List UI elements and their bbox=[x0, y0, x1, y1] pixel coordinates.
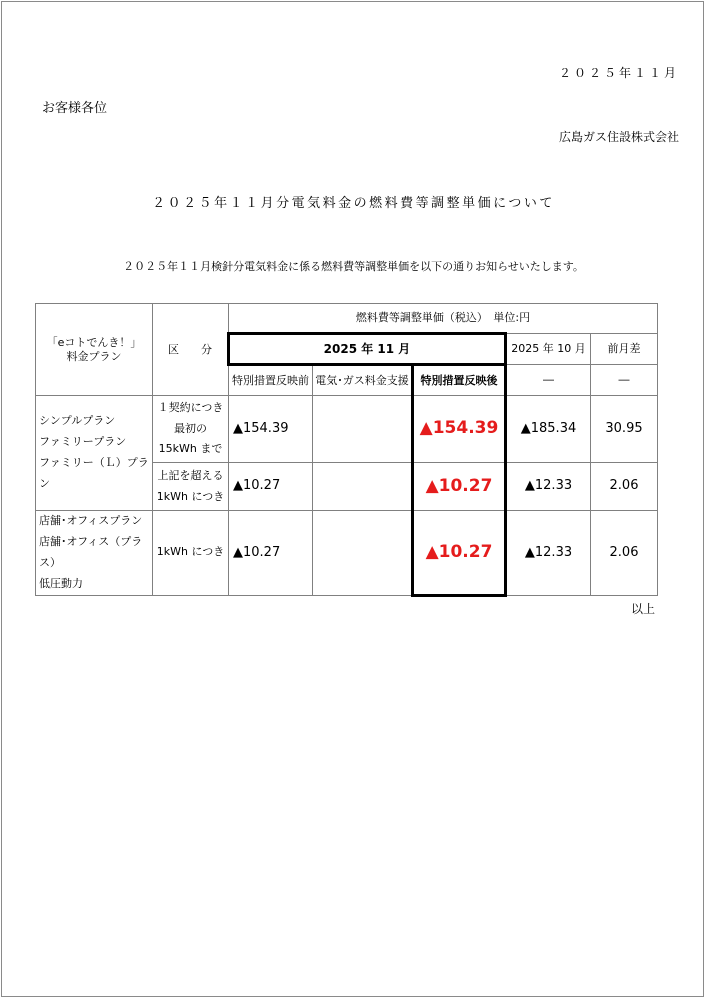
plan-header-line: 「eコトでんき！」 bbox=[46, 335, 142, 349]
prev-value: ▲12.33 bbox=[506, 511, 591, 596]
rate-table bbox=[35, 303, 658, 597]
support-value bbox=[313, 463, 413, 511]
diff-value: 30.95 bbox=[591, 396, 658, 463]
after-header: 特別措置反映後 bbox=[413, 365, 506, 396]
plan-name: 店舗･オフィス（プラス） bbox=[39, 534, 143, 569]
category-line: １契約につき bbox=[157, 400, 224, 414]
support-value bbox=[313, 396, 413, 463]
plan-name: ファミリープラン bbox=[39, 435, 127, 449]
after-value: ▲10.27 bbox=[413, 511, 506, 596]
plan-names bbox=[36, 511, 153, 596]
category-cell bbox=[153, 511, 229, 596]
support-value bbox=[313, 511, 413, 596]
document-page bbox=[1, 1, 704, 997]
plan-header bbox=[36, 304, 153, 396]
category-line: 1kWh につき bbox=[156, 545, 225, 559]
diff-subheader: ― bbox=[591, 365, 658, 396]
month-header: 2025 年 11 月 bbox=[229, 334, 506, 365]
plan-name: 店舗･オフィスプラン bbox=[39, 514, 143, 527]
greeting: お客様各位 bbox=[42, 101, 108, 116]
prev-value: ▲185.34 bbox=[506, 396, 591, 463]
category-line: 1kWh につき bbox=[156, 489, 225, 503]
category-line: 上記を超える bbox=[157, 468, 224, 482]
company-name: 広島ガス住設株式会社 bbox=[558, 130, 679, 144]
before-value: ▲154.39 bbox=[229, 396, 313, 463]
plan-name: ファミリー（Ｌ）プラン bbox=[39, 456, 149, 490]
category-header: 区 分 bbox=[153, 304, 229, 396]
diff-header: 前月差 bbox=[591, 334, 658, 365]
intro-text: ２０２５年１１月検針分電気料金に係る燃料費等調整単価を以下の通りお知らせいたします。 bbox=[123, 260, 584, 273]
closing-text: 以上 bbox=[630, 602, 655, 616]
unit-header: 燃料費等調整単価（税込） 単位:円 bbox=[229, 304, 658, 334]
category-cell bbox=[153, 396, 229, 463]
after-value: ▲10.27 bbox=[413, 463, 506, 511]
before-header: 特別措置反映前 bbox=[229, 365, 313, 396]
plan-name: シンプルプラン bbox=[39, 414, 116, 428]
prev-subheader: ― bbox=[506, 365, 591, 396]
document-title: ２０２５年１１月分電気料金の燃料費等調整単価について bbox=[152, 196, 555, 211]
after-value: ▲154.39 bbox=[413, 396, 506, 463]
before-value: ▲10.27 bbox=[229, 463, 313, 511]
plan-header-line: 料金プラン bbox=[66, 349, 122, 363]
document-date: ２０２５年１１月 bbox=[558, 66, 679, 80]
category-line: 15kWh まで bbox=[158, 442, 223, 456]
diff-value: 2.06 bbox=[591, 463, 658, 511]
before-value: ▲10.27 bbox=[229, 511, 313, 596]
plan-names bbox=[36, 396, 153, 511]
diff-value: 2.06 bbox=[591, 511, 658, 596]
category-cell bbox=[153, 463, 229, 511]
prev-value: ▲12.33 bbox=[506, 463, 591, 511]
plan-name: 低圧動力 bbox=[39, 576, 83, 590]
category-line: 最初の bbox=[174, 421, 207, 435]
support-header: 電気･ガス料金支援 bbox=[313, 365, 413, 396]
prev-month-header: 2025 年 10 月 bbox=[506, 334, 591, 365]
